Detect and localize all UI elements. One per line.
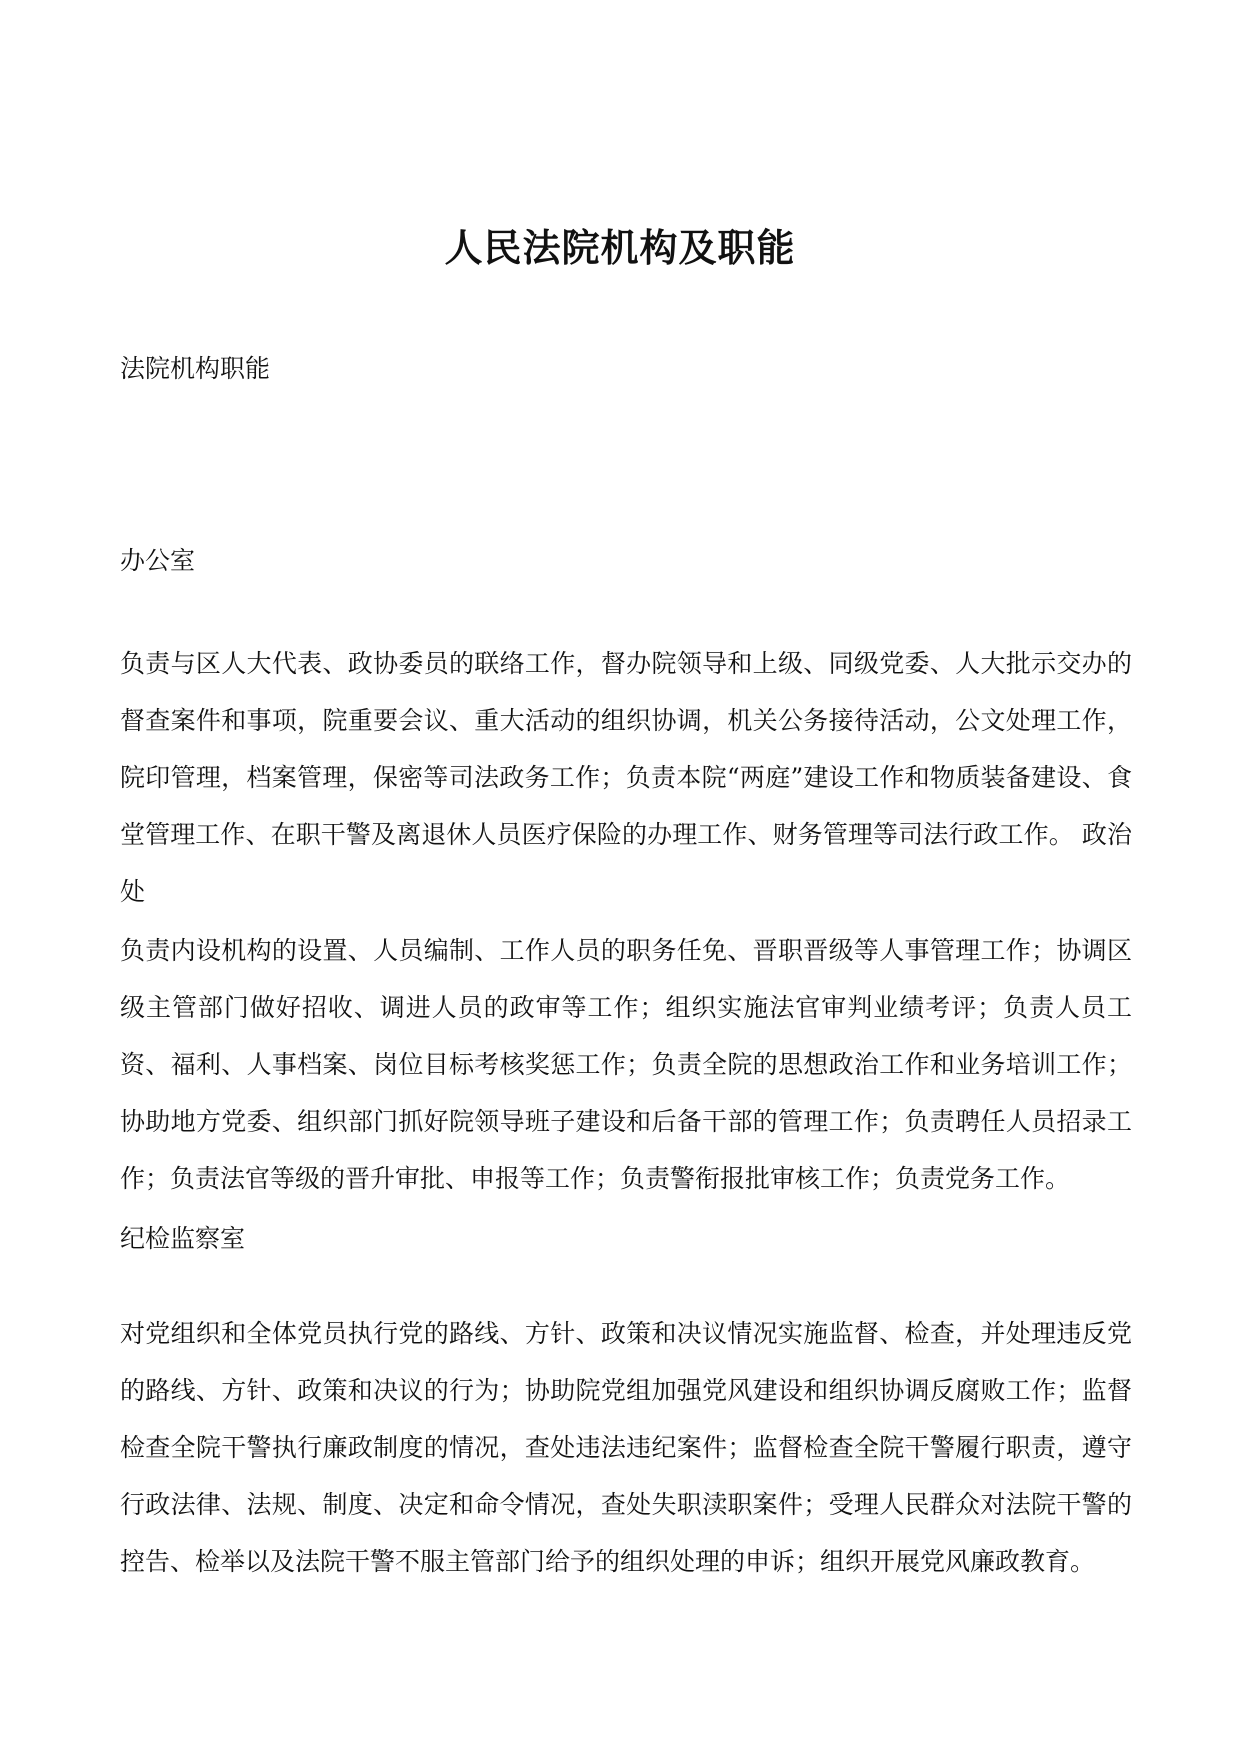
section-heading-political: 政治处 [120, 820, 1132, 906]
section-body-political: 负责内设机构的设置、人员编制、工作人员的职务任免、晋职晋级等人事管理工作；协调区级主管部门做好招收、调进人员的政审等工作；组织实施法官审判业绩考评；负责人员工资、福利、人事档案、岗位目标考核奖惩工作；负责全院的思想政治工作和业务培训工作；协助地方党委、组织部门抓好院领导班子建设和后备干部的管理工作；负责聘任人员招录工作；负责法官等级的晋升审批、申报等工作；负责警衔报批审核工作；负责党务工作。 [120, 936, 1132, 1193]
section-heading-discipline: 纪检监察室 [120, 1224, 246, 1253]
section-body-discipline: 对党组织和全体党员执行党的路线、方针、政策和决议情况实施监督、检查，并处理违反党的路线、方针、政策和决议的行为；协助院党组加强党风建设和组织协调反腐败工作；监督检查全院干警执行廉政制度的情况，查处违法违纪案件；监督检查全院干警履行职责，遵守行政法律、法规、制度、决定和命令情况，查处失职渎职案件；受理人民群众对法院干警的控告、检举以及法院干警不服主管部门给予的组织处理的申诉；组织开展党风廉政教育。 [120, 1319, 1132, 1576]
document-subtitle: 法院机构职能 [120, 354, 271, 383]
section-body-office-text: 负责与区人大代表、政协委员的联络工作，督办院领导和上级、同级党委、人大批示交办的督查案件和事项，院重要会议、重大活动的组织协调，机关公务接待活动，公文处理工作，院印管理，档案管理，保密等司法政务工作；负责本院“两庭”建设工作和物质装备建设、食堂管理工作、在职干警及离退休人员医疗保险的办理工作、财务管理等司法行政工作。 [120, 649, 1132, 849]
page-title: 人民法院机构及职能 [444, 225, 796, 270]
section-heading-office: 办公室 [120, 546, 196, 575]
section-body-office [120, 635, 1132, 920]
